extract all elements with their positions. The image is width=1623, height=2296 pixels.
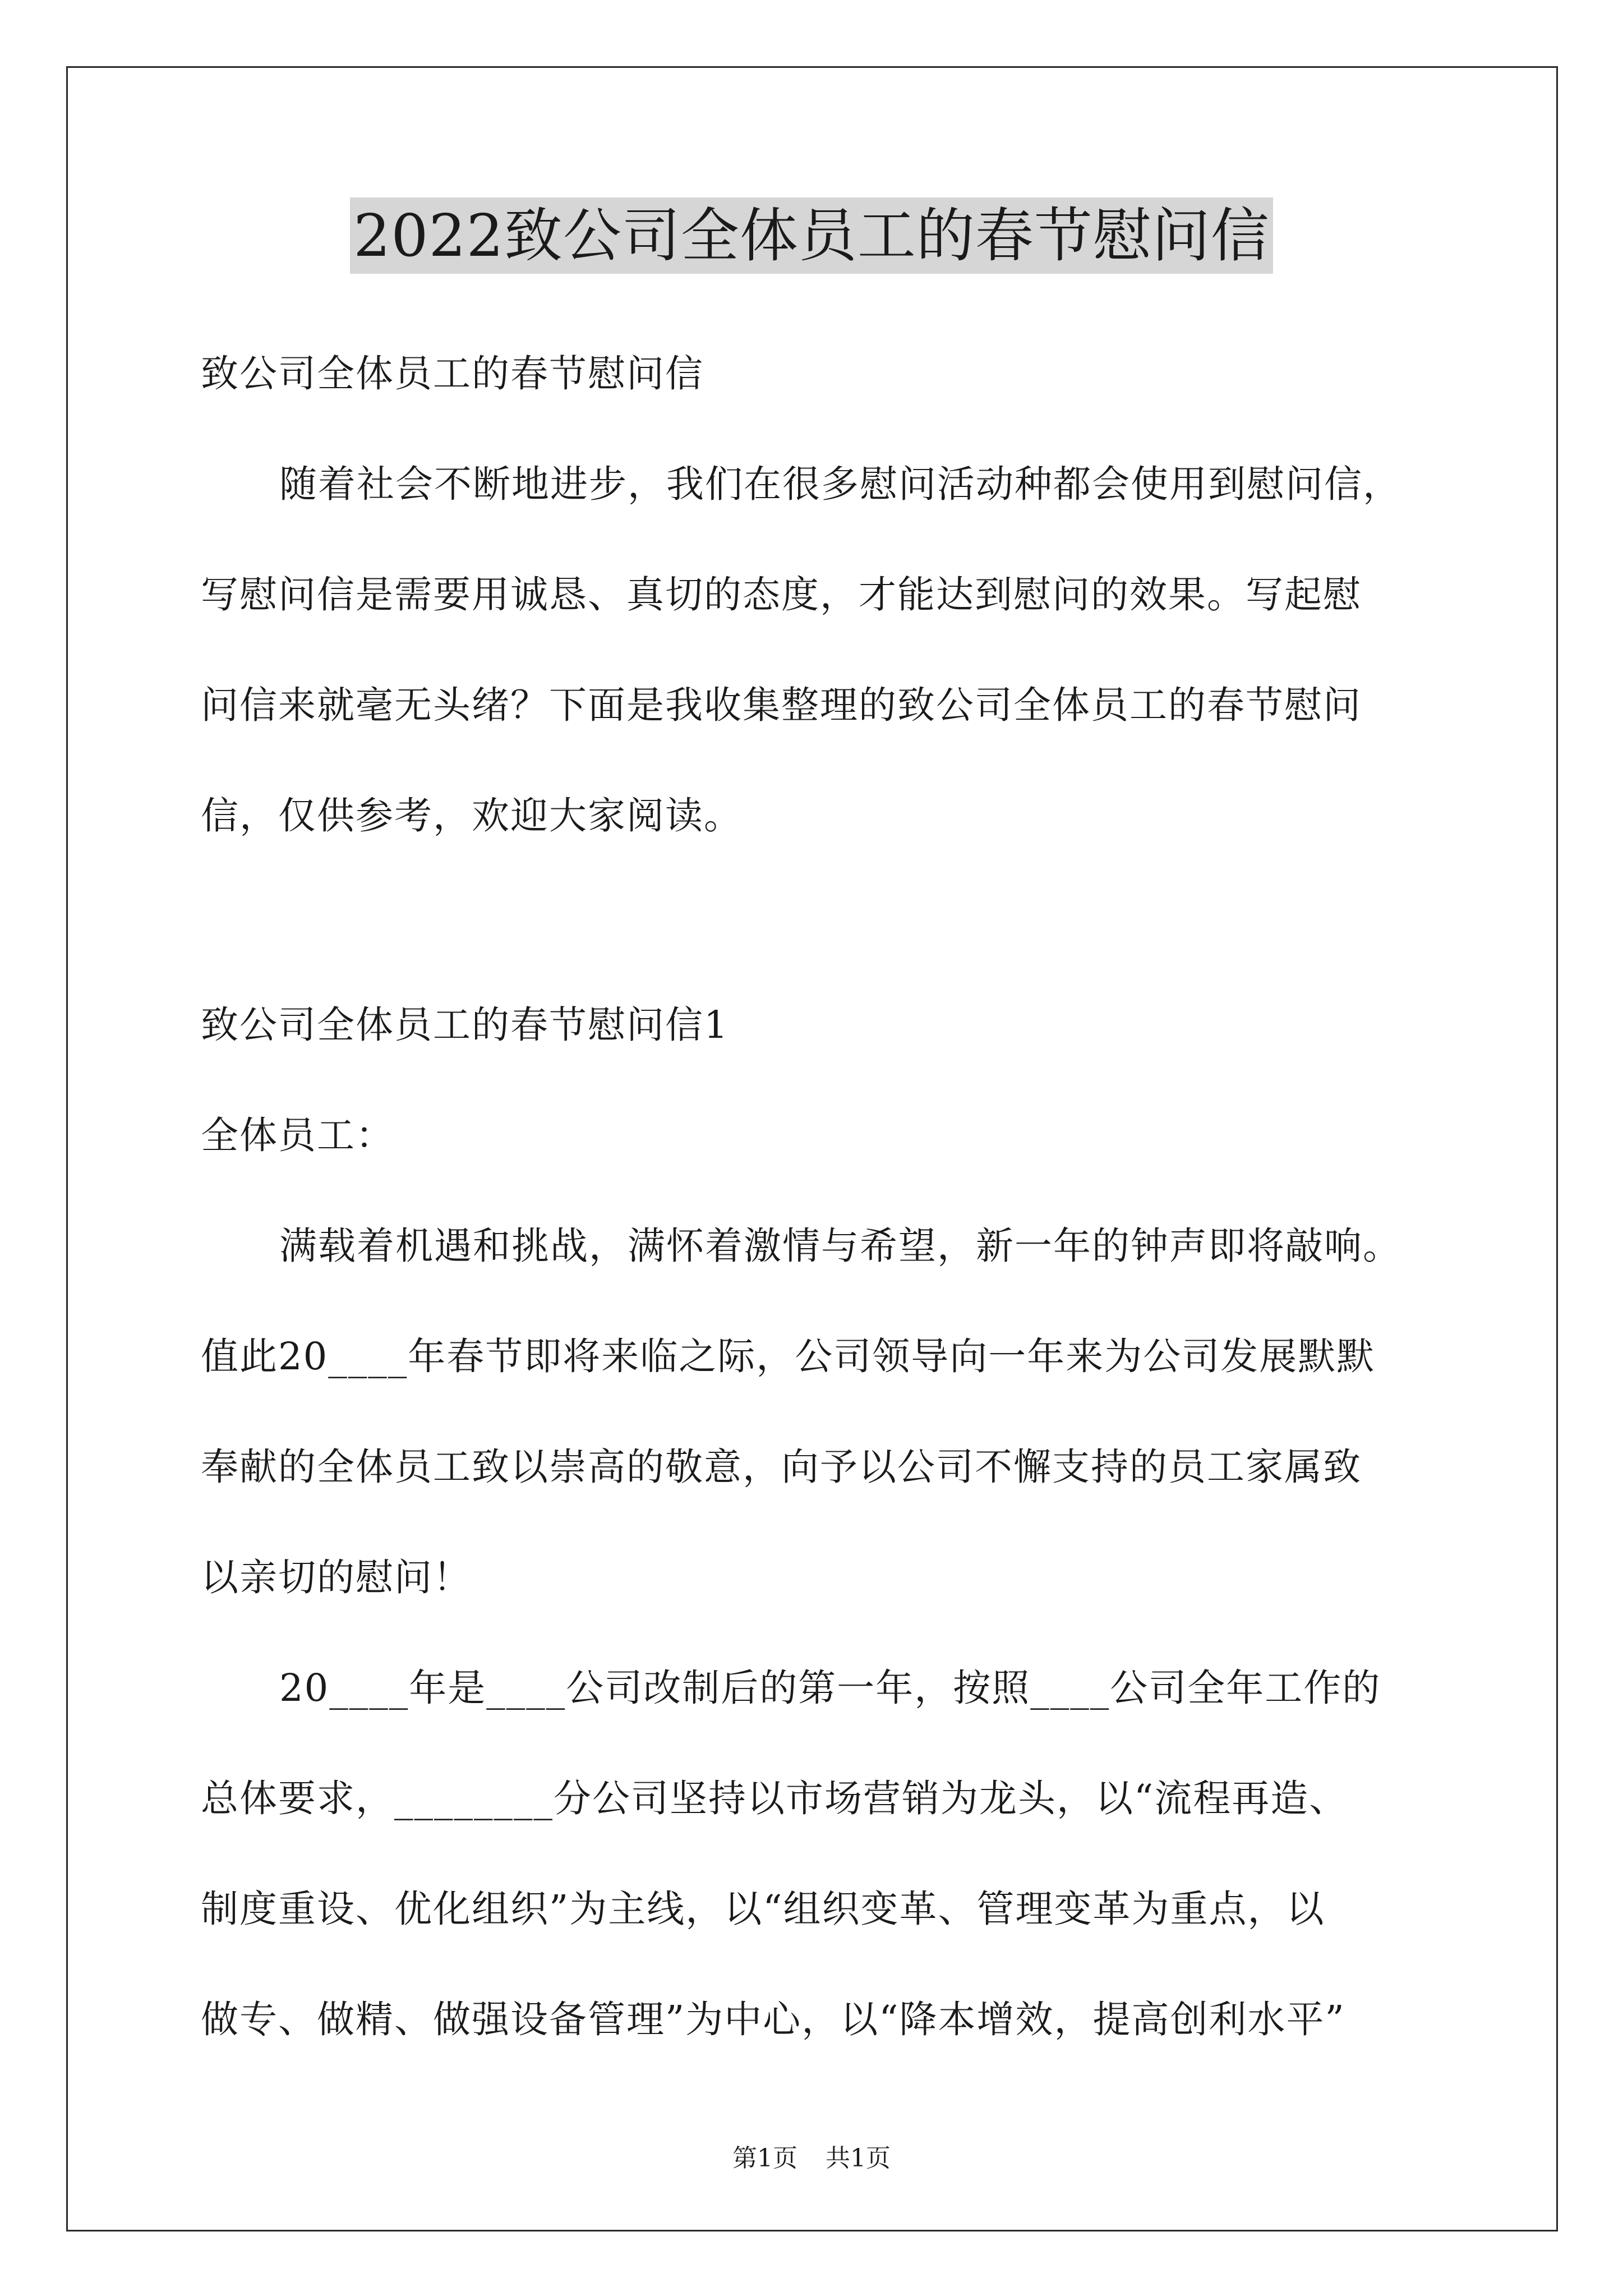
- salutation: 全体员工：: [201, 1114, 394, 1157]
- body-paragraph-line: 满载着机遇和挑战，满怀着激情与希望，新一年的钟声即将敲响。: [279, 1224, 1401, 1268]
- page-number: 第1页: [732, 2144, 797, 2173]
- document-title: 2022致公司全体员工的春节慰问信: [350, 197, 1273, 274]
- title-container: [0, 197, 1623, 274]
- intro-paragraph-line: 写慰问信是需要用诚恳、真切的态度，才能达到慰问的效果。写起慰: [201, 573, 1362, 616]
- body-paragraph-line: 总体要求，________分公司坚持以市场营销为龙头，以“流程再造、: [201, 1777, 1348, 1820]
- body-paragraph-line: 以亲切的慰问！: [201, 1556, 472, 1599]
- page-footer: [0, 2142, 1623, 2175]
- page-total: 共1页: [826, 2144, 891, 2173]
- letter-1-heading: 致公司全体员工的春节慰问信1: [201, 1003, 729, 1047]
- intro-paragraph-line: 随着社会不断地进步，我们在很多慰问活动种都会使用到慰问信，: [279, 462, 1401, 506]
- intro-paragraph-line: 问信来就毫无头绪？下面是我收集整理的致公司全体员工的春节慰问: [201, 683, 1362, 727]
- body-paragraph-line: 做专、做精、做强设备管理”为中心，以“降本增效，提高创利水平”: [201, 1998, 1345, 2041]
- body-paragraph-line: 值此20____年春节即将来临之际，公司领导向一年来为公司发展默默: [201, 1335, 1376, 1378]
- body-paragraph-line: 制度重设、优化组织”为主线，以“组织变革、管理变革为重点，以: [201, 1887, 1325, 1931]
- body-paragraph-line: 20____年是____公司改制后的第一年，按照____公司全年工作的: [279, 1666, 1381, 1710]
- letter-heading: 致公司全体员工的春节慰问信: [201, 352, 704, 395]
- body-paragraph-line: 奉献的全体员工致以崇高的敬意，向予以公司不懈支持的员工家属致: [201, 1445, 1362, 1489]
- intro-paragraph-line: 信，仅供参考，欢迎大家阅读。: [201, 794, 743, 838]
